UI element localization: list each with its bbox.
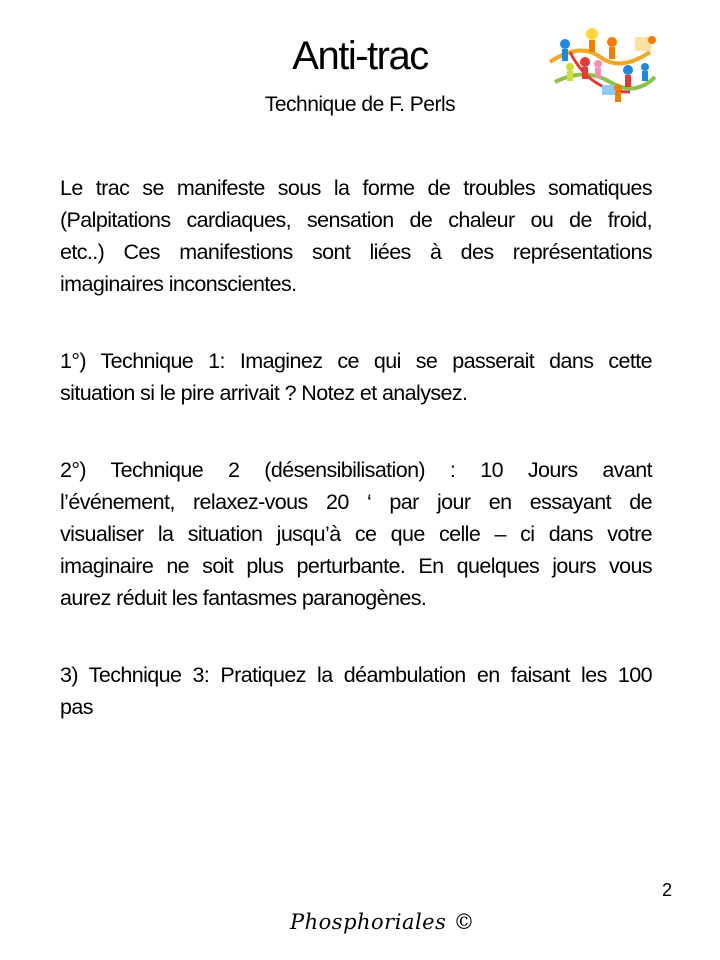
text-line: imaginaire ne soit plus perturbante. En quelques jours vous	[60, 554, 652, 578]
intro-paragraph	[60, 172, 652, 300]
text-line: pas	[60, 695, 93, 719]
page-number: 2	[662, 880, 673, 900]
text-line: imaginaires inconscientes.	[60, 272, 297, 296]
page-title: Anti-trac	[292, 34, 428, 78]
text-line: situation si le pire arrivait ? Notez et analysez.	[60, 381, 468, 405]
slide-body	[60, 172, 652, 768]
text-line: 3) Technique 3: Pratiquez la déambulation en faisant les 100	[60, 663, 652, 687]
text-line: visualiser la situation jusqu’à ce que celle – ci dans votre	[60, 522, 652, 546]
text-line: 1°) Technique 1: Imaginez ce qui se passerait dans cette	[60, 349, 652, 373]
technique-3-paragraph	[60, 659, 652, 723]
text-line: aurez réduit les fantasmes paranogènes.	[60, 586, 427, 610]
text-line: l’événement, relaxez-vous 20 ‘ par jour en essayant de	[60, 490, 652, 514]
network-people-illustration-icon	[540, 22, 662, 106]
text-line: (Palpitations cardiaques, sensation de chaleur ou de froid,	[60, 208, 652, 232]
text-line: Le trac se manifeste sous la forme de troubles somatiques	[60, 176, 652, 200]
footer-signature: Phosphoriales ©	[290, 910, 476, 934]
text-line: etc..) Ces manifestions sont liées à des représentations	[60, 240, 652, 264]
technique-2-paragraph	[60, 454, 652, 614]
page-subtitle: Technique de F. Perls	[264, 93, 456, 116]
technique-1-paragraph	[60, 345, 652, 409]
text-line: 2°) Technique 2 (désensibilisation) : 10 Jours avant	[60, 458, 652, 482]
